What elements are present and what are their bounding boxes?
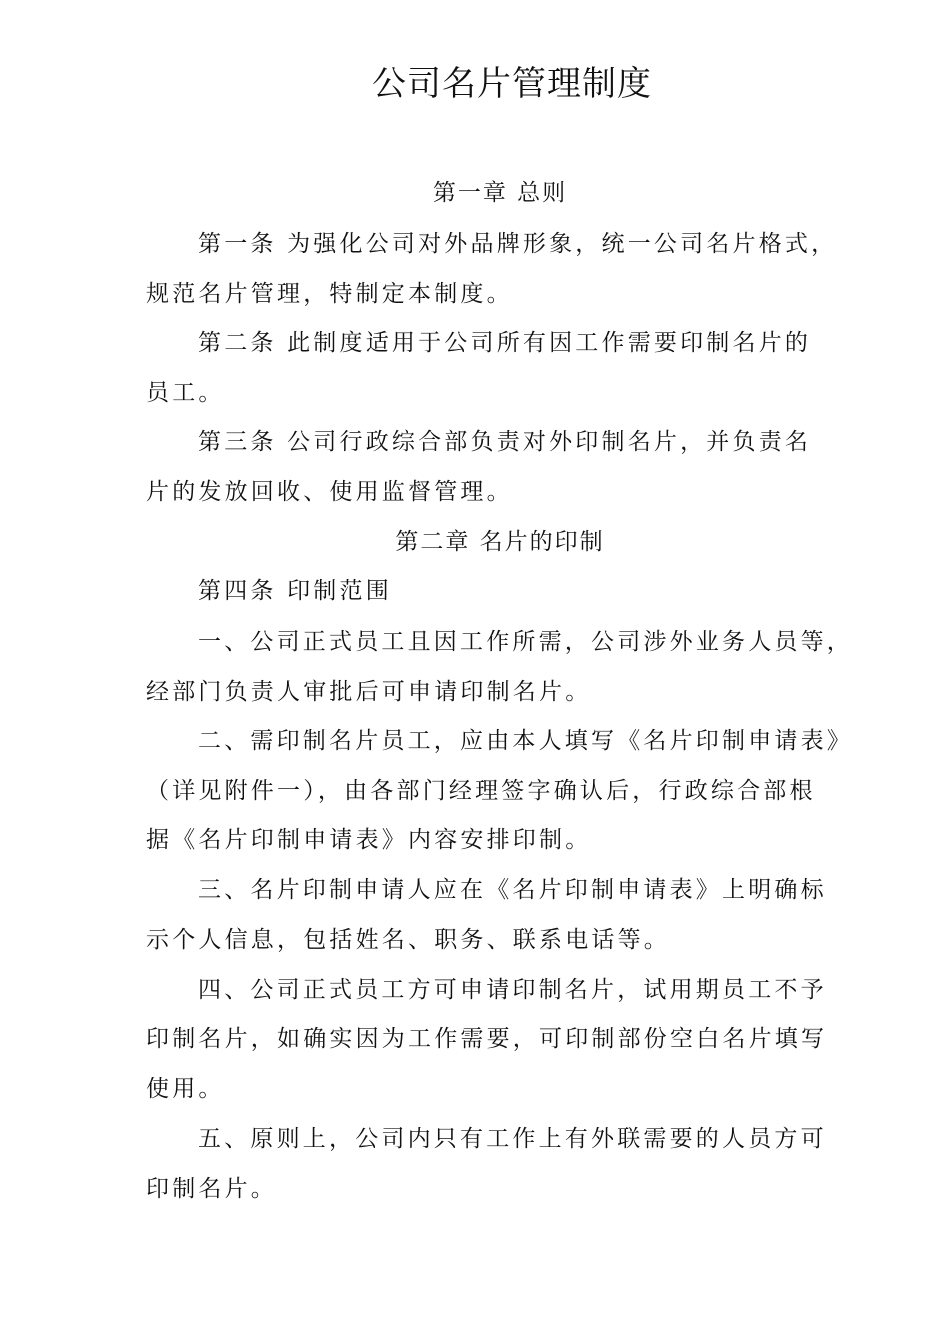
article-3-line-2: 片的发放回收、使用监督管理。 — [146, 479, 513, 505]
item-2-line-3: 据《名片印制申请表》内容安排印制。 — [146, 827, 592, 853]
article-1-line-1: 第一条 为强化公司对外品牌形象，统一公司名片格式， — [198, 231, 838, 257]
item-5-line-2: 印制名片。 — [146, 1176, 277, 1202]
item-2-line-1: 二、需印制名片员工，应由本人填写《名片印制申请表》 — [198, 728, 853, 754]
item-3-line-1: 三、名片印制申请人应在《名片印制申请表》上明确标 — [198, 877, 827, 903]
document-title: 公司名片管理制度 — [372, 64, 652, 104]
article-3-line-1: 第三条 公司行政综合部负责对外印制名片，并负责名 — [198, 429, 812, 455]
item-2-line-2: （详见附件一），由各部门经理签字确认后，行政综合部根 — [146, 778, 816, 804]
item-5-line-1: 五、原则上，公司内只有工作上有外联需要的人员方可 — [198, 1126, 827, 1152]
article-1-line-2: 规范名片管理，特制定本制度。 — [146, 281, 513, 307]
chapter-2-heading: 第二章 名片的印制 — [395, 529, 605, 555]
article-2-line-1: 第二条 此制度适用于公司所有因工作需要印制名片的 — [198, 330, 812, 356]
chapter-1-heading: 第一章 总则 — [432, 180, 568, 206]
item-4-line-1: 四、公司正式员工方可申请印制名片，试用期员工不予 — [198, 977, 827, 1003]
item-3-line-2: 示个人信息，包括姓名、职务、联系电话等。 — [146, 927, 670, 953]
item-4-line-2: 印制名片，如确实因为工作需要，可印制部份空白名片填写 — [146, 1026, 828, 1052]
article-4-heading: 第四条 印制范围 — [198, 578, 392, 604]
article-2-line-2: 员工。 — [146, 380, 225, 406]
item-1-line-1: 一、公司正式员工且因工作所需，公司涉外业务人员等， — [198, 629, 853, 655]
item-4-line-3: 使用。 — [146, 1076, 225, 1102]
item-1-line-2: 经部门负责人审批后可申请印制名片。 — [146, 679, 592, 705]
